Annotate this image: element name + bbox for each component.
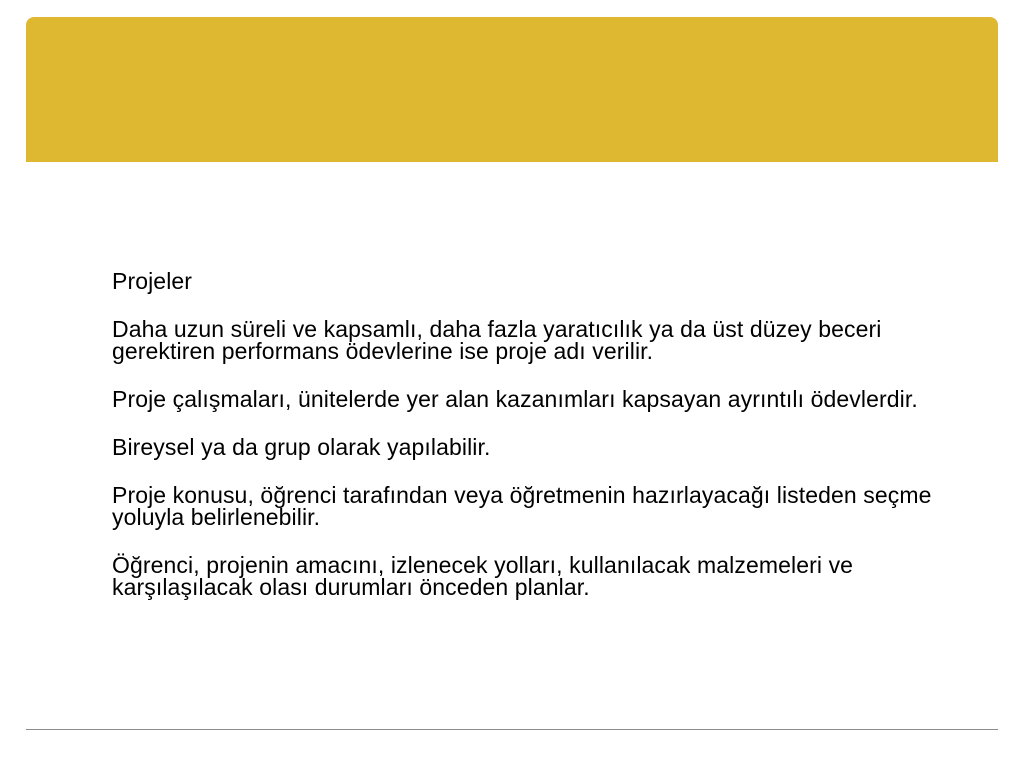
paragraph-title: Projeler [112, 268, 193, 294]
paragraph: Daha uzun süreli ve kapsamlı, daha fazla yaratıcılık ya da üst düzey beceri gerektiren performans ödevlerine ise proje adı verilir. [112, 316, 882, 364]
header-band [26, 17, 998, 162]
paragraph: Proje konusu, öğrenci tarafından veya öğretmenin hazırlayacağı listeden seçme yoluyla belirlenebilir. [112, 482, 932, 530]
footer-divider [26, 729, 998, 730]
slide-content [112, 270, 962, 624]
paragraph: Bireysel ya da grup olarak yapılabilir. [112, 434, 491, 460]
paragraph: Öğrenci, projenin amacını, izlenecek yolları, kullanılacak malzemeleri ve karşılaşılacak olası durumları önceden planlar. [112, 552, 854, 600]
paragraph: Proje çalışmaları, ünitelerde yer alan kazanımları kapsayan ayrıntılı ödevlerdir. [112, 386, 918, 412]
